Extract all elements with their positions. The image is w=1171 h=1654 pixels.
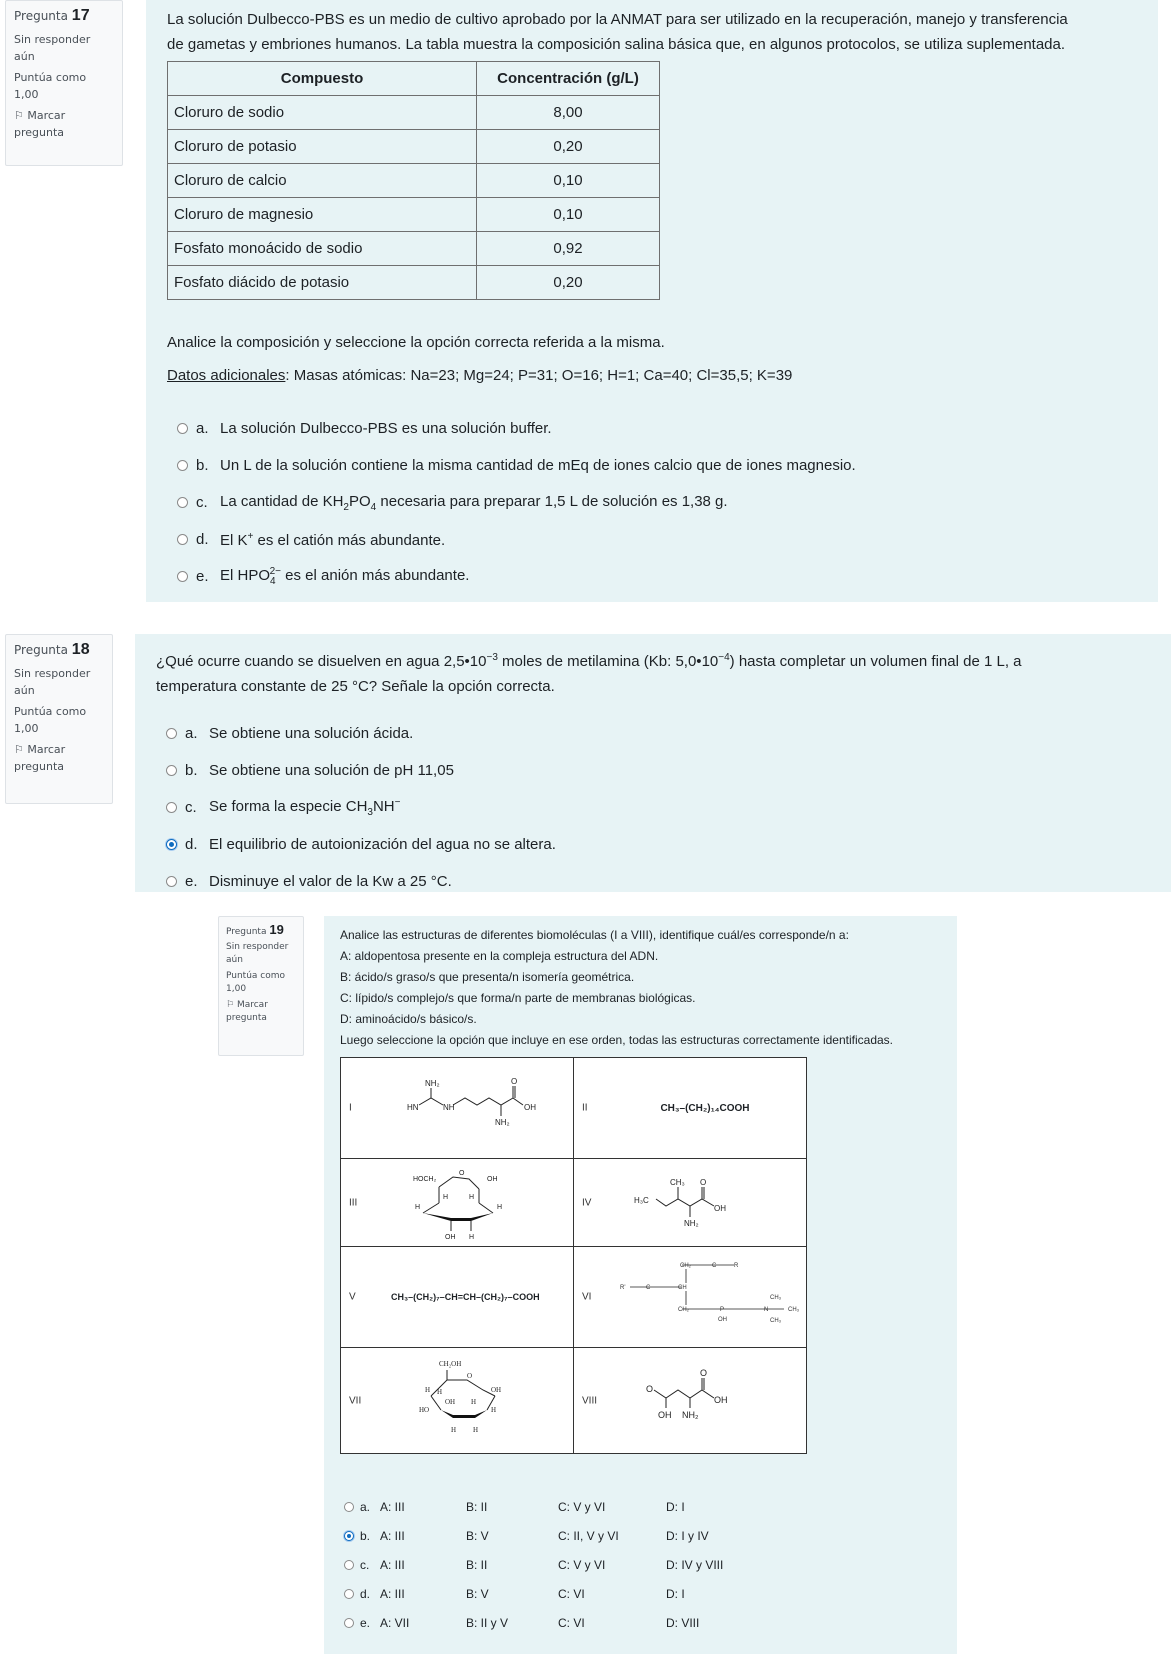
question-text-line-1 bbox=[156, 645, 1171, 674]
answer-letter: d. bbox=[360, 1586, 371, 1601]
radio-button[interactable] bbox=[166, 876, 177, 887]
answer-letter: d. bbox=[185, 836, 198, 853]
svg-text:C: C bbox=[712, 1263, 717, 1269]
structures-row bbox=[341, 1159, 807, 1247]
answer-option-b[interactable] bbox=[344, 1521, 957, 1550]
answer-list bbox=[344, 1492, 957, 1637]
compound-cell: Cloruro de potasio bbox=[168, 130, 477, 164]
answer-part-d: D: I y IV bbox=[666, 1528, 709, 1543]
answer-letter: e. bbox=[185, 873, 198, 890]
answer-text: El equilibrio de autoionización del agua no se altera. bbox=[209, 836, 556, 853]
answer-text: Un L de la solución contiene la misma cantidad de mEq de iones calcio que de iones magnesio. bbox=[220, 457, 856, 474]
answer-letter: c. bbox=[360, 1557, 370, 1572]
answer-text: La solución Dulbecco-PBS es una solución buffer. bbox=[220, 420, 552, 437]
radio-button[interactable] bbox=[177, 534, 188, 545]
svg-text:H₃C: H₃C bbox=[634, 1196, 649, 1205]
structures-row bbox=[341, 1247, 807, 1348]
question-intro-line-2: de gametas y embriones humanos. La tabla muestra la composición salina básica que, en algunos protocolos, se utiliza suplementada. bbox=[167, 36, 1066, 53]
superscript: − bbox=[394, 797, 401, 808]
concentration-cell: 8,00 bbox=[477, 96, 660, 130]
svg-text:N: N bbox=[764, 1307, 769, 1313]
compound-cell: Cloruro de magnesio bbox=[168, 198, 477, 232]
structure-numeral: VIII bbox=[582, 1395, 598, 1406]
answer-part-a: A: III bbox=[380, 1557, 405, 1572]
svg-text:OH: OH bbox=[714, 1204, 726, 1213]
answer-option-d[interactable] bbox=[177, 521, 1158, 558]
structure-cell-vii bbox=[341, 1348, 574, 1454]
svg-text:P: P bbox=[720, 1307, 725, 1313]
isoleucine-structure bbox=[574, 1159, 806, 1241]
radio-button[interactable] bbox=[344, 1502, 354, 1512]
svg-text:NH₂: NH₂ bbox=[425, 1079, 440, 1088]
radio-button[interactable] bbox=[166, 802, 177, 813]
svg-text:C: C bbox=[646, 1285, 651, 1291]
question-status: Sin responder aún bbox=[14, 667, 91, 697]
answer-text bbox=[209, 797, 400, 818]
superscript: + bbox=[247, 530, 254, 542]
svg-text:OH: OH bbox=[491, 1386, 502, 1394]
additional-data bbox=[167, 363, 1158, 388]
answer-option-e[interactable] bbox=[166, 863, 1171, 900]
answer-part-c: C: V y VI bbox=[558, 1557, 606, 1572]
svg-text:CH₃: CH₃ bbox=[670, 1178, 685, 1187]
question-text-line: A: aldopentosa presente en la compleja estructura del ADN. bbox=[340, 949, 659, 963]
text-part: ¿Qué ocurre cuando se disuelven en agua 2,5•10 bbox=[156, 653, 487, 670]
structures-table bbox=[340, 1057, 807, 1454]
answer-text: Disminuye el valor de la Kw a 25 °C. bbox=[209, 873, 452, 890]
question-number bbox=[226, 922, 296, 937]
svg-text:NH₂: NH₂ bbox=[684, 1219, 699, 1228]
svg-text:O: O bbox=[467, 1372, 473, 1380]
subscript: 3 bbox=[367, 807, 373, 818]
structure-cell-iv bbox=[574, 1159, 807, 1247]
svg-text:OH: OH bbox=[445, 1398, 456, 1406]
radio-button[interactable] bbox=[177, 497, 188, 508]
answer-option-b[interactable] bbox=[166, 752, 1171, 789]
answer-part-b: B: V bbox=[466, 1586, 489, 1601]
question-status: Sin responder aún bbox=[226, 942, 289, 965]
superscript: 2− bbox=[269, 566, 281, 577]
flag-icon: ⚐ bbox=[14, 743, 24, 756]
answer-letter: b. bbox=[360, 1528, 371, 1543]
answer-option-a[interactable] bbox=[344, 1492, 957, 1521]
svg-text:CH₃: CH₃ bbox=[770, 1318, 782, 1324]
question-content-17 bbox=[146, 0, 1158, 602]
flag-question-button[interactable] bbox=[14, 107, 114, 141]
question-number-value: 17 bbox=[71, 7, 90, 24]
question-text-line: Luego seleccione la opción que incluye en ese orden, todas las estructuras correctamente identificadas. bbox=[340, 1033, 894, 1047]
question-text bbox=[340, 925, 957, 1051]
svg-text:CH: CH bbox=[678, 1285, 687, 1291]
answer-letter: c. bbox=[196, 494, 208, 511]
answer-letter: e. bbox=[196, 568, 209, 585]
additional-data-label: Datos adicionales bbox=[167, 367, 286, 384]
answer-option-a[interactable] bbox=[177, 410, 1158, 447]
svg-text:H: H bbox=[469, 1194, 475, 1201]
svg-text:H: H bbox=[473, 1426, 479, 1434]
question-text-line: B: ácido/s graso/s que presenta/n isomería geométrica. bbox=[340, 970, 635, 984]
question-prompt: Analice la composición y seleccione la opción correcta referida a la misma. bbox=[167, 334, 665, 351]
answer-letter: b. bbox=[196, 457, 209, 474]
structure-cell-vi bbox=[574, 1247, 807, 1348]
text-part: NH bbox=[372, 798, 395, 815]
question-info-17 bbox=[5, 0, 123, 166]
answer-letter: a. bbox=[185, 725, 198, 742]
svg-text:CH₂: CH₂ bbox=[678, 1307, 689, 1313]
superscript: −4 bbox=[718, 652, 730, 663]
structure-numeral: II bbox=[582, 1102, 588, 1114]
compound-cell: Cloruro de calcio bbox=[168, 164, 477, 198]
additional-data-text: : Masas atómicas: Na=23; Mg=24; P=31; O=16; H=1; Ca=40; Cl=35,5; K=39 bbox=[285, 367, 793, 384]
glucose-structure bbox=[341, 1348, 573, 1448]
table-header-row bbox=[168, 62, 660, 96]
composition-table bbox=[167, 61, 660, 300]
flag-icon: ⚐ bbox=[14, 109, 24, 122]
answer-text: Se obtiene una solución ácida. bbox=[209, 725, 414, 742]
question-text-line: D: aminoácido/s básico/s. bbox=[340, 1012, 477, 1026]
question-grade: Puntúa como 1,00 bbox=[14, 705, 87, 735]
svg-text:CH₂OH: CH₂OH bbox=[439, 1360, 462, 1368]
answer-letter: c. bbox=[185, 799, 197, 816]
concentration-cell: 0,92 bbox=[477, 232, 660, 266]
svg-text:OH: OH bbox=[487, 1176, 498, 1183]
question-text-line-2: temperatura constante de 25 °C? Señale la opción correcta. bbox=[156, 678, 555, 695]
structure-cell-ii bbox=[574, 1058, 807, 1159]
radio-button[interactable] bbox=[344, 1618, 354, 1628]
structure-numeral: IV bbox=[582, 1197, 592, 1208]
svg-text:R': R' bbox=[620, 1285, 626, 1291]
text-part: moles de metilamina (Kb: 5,0•10 bbox=[497, 653, 719, 670]
question-intro-line-1: La solución Dulbecco-PBS es un medio de cultivo aprobado por la ANMAT para ser utilizado en la recuperación, manejo y transferencia bbox=[167, 11, 1068, 28]
answer-letter: e. bbox=[360, 1615, 371, 1630]
svg-text:NH: NH bbox=[443, 1103, 455, 1112]
svg-text:R: R bbox=[734, 1263, 739, 1269]
text-part: es el catión más abundante. bbox=[253, 531, 446, 549]
structure-cell-v bbox=[341, 1247, 574, 1348]
text-part: necesaria para preparar 1,5 L de solución es 1,38 g. bbox=[376, 492, 728, 510]
answer-list bbox=[177, 410, 1158, 595]
svg-text:H: H bbox=[469, 1234, 475, 1241]
svg-text:OH: OH bbox=[445, 1234, 456, 1241]
flag-question-label: Marcar pregunta bbox=[14, 743, 66, 773]
structure-cell-viii bbox=[574, 1348, 807, 1454]
structure-numeral: VII bbox=[349, 1395, 362, 1406]
table-row bbox=[168, 198, 660, 232]
text-part: El K bbox=[220, 531, 248, 549]
answer-option-c[interactable] bbox=[166, 789, 1171, 826]
svg-text:H: H bbox=[415, 1204, 421, 1211]
phosphatidylcholine-structure bbox=[574, 1247, 806, 1342]
text-part: La cantidad de KH bbox=[220, 492, 344, 510]
flag-question-label: Marcar pregunta bbox=[226, 1000, 268, 1023]
question-number bbox=[14, 7, 114, 25]
radio-button-selected[interactable] bbox=[166, 839, 177, 850]
radio-button[interactable] bbox=[344, 1589, 354, 1599]
concentration-cell: 0,20 bbox=[477, 266, 660, 300]
answer-part-c: C: VI bbox=[558, 1615, 585, 1630]
answer-letter: a. bbox=[360, 1499, 371, 1514]
question-content-18 bbox=[135, 634, 1171, 892]
answer-option-a[interactable] bbox=[166, 715, 1171, 752]
answer-option-d[interactable] bbox=[166, 826, 1171, 863]
svg-text:NH₂: NH₂ bbox=[682, 1410, 699, 1420]
radio-button[interactable] bbox=[177, 460, 188, 471]
svg-text:NH₂: NH₂ bbox=[495, 1118, 510, 1127]
radio-button-selected[interactable] bbox=[344, 1531, 354, 1541]
answer-text bbox=[220, 566, 469, 587]
answer-part-d: D: VIII bbox=[666, 1615, 700, 1630]
radio-button[interactable] bbox=[177, 423, 188, 434]
table-row bbox=[168, 130, 660, 164]
svg-text:H: H bbox=[471, 1398, 477, 1406]
svg-text:H: H bbox=[491, 1406, 497, 1414]
answer-option-b[interactable] bbox=[177, 447, 1158, 484]
subscript: 4 bbox=[370, 501, 377, 513]
answer-part-d: D: IV y VIII bbox=[666, 1557, 724, 1572]
text-part: es el anión más abundante. bbox=[280, 567, 470, 584]
question-content-19 bbox=[324, 916, 957, 1654]
structure-numeral: III bbox=[349, 1197, 358, 1208]
answer-option-c[interactable] bbox=[177, 484, 1158, 521]
answer-part-b: B: II bbox=[466, 1557, 488, 1572]
question-label: Pregunta bbox=[14, 643, 68, 657]
answer-text bbox=[220, 493, 728, 513]
compound-cell: Fosfato diácido de potasio bbox=[168, 266, 477, 300]
radio-button[interactable] bbox=[344, 1560, 354, 1570]
concentration-cell: 0,10 bbox=[477, 164, 660, 198]
text-part: El HPO bbox=[220, 567, 271, 584]
svg-text:OH: OH bbox=[714, 1395, 728, 1405]
svg-text:OH: OH bbox=[718, 1317, 727, 1323]
question-text-line: C: lípido/s complejo/s que forma/n parte de membranas biológicas. bbox=[340, 991, 696, 1005]
svg-text:H: H bbox=[425, 1386, 431, 1394]
answer-text: Se obtiene una solución de pH 11,05 bbox=[209, 762, 454, 779]
svg-text:H: H bbox=[451, 1426, 457, 1434]
table-row bbox=[168, 164, 660, 198]
subscript: 2 bbox=[343, 501, 349, 513]
svg-text:HO: HO bbox=[419, 1406, 430, 1414]
flag-icon: ⚐ bbox=[226, 1000, 235, 1010]
table-row bbox=[168, 232, 660, 266]
compound-cell: Cloruro de sodio bbox=[168, 96, 477, 130]
svg-text:O: O bbox=[459, 1170, 465, 1177]
text-part: ) hasta completar un volumen final de 1 L, a bbox=[729, 653, 1022, 670]
answer-part-a: A: III bbox=[380, 1586, 405, 1601]
answer-letter: d. bbox=[196, 531, 209, 548]
answer-part-c: C: V y VI bbox=[558, 1499, 606, 1514]
answer-part-a: A: III bbox=[380, 1499, 405, 1514]
svg-text:CH₂: CH₂ bbox=[680, 1263, 691, 1269]
answer-letter: a. bbox=[196, 420, 209, 437]
question-label: Pregunta bbox=[14, 9, 68, 23]
answer-part-a: A: VII bbox=[380, 1615, 410, 1630]
concentration-cell: 0,10 bbox=[477, 198, 660, 232]
structure-numeral: I bbox=[349, 1102, 352, 1114]
answer-part-a: A: III bbox=[380, 1528, 405, 1543]
svg-text:H: H bbox=[437, 1388, 443, 1396]
table-row bbox=[168, 96, 660, 130]
structures-row bbox=[341, 1058, 807, 1159]
structures-row bbox=[341, 1348, 807, 1454]
answer-part-b: B: II bbox=[466, 1499, 488, 1514]
answer-part-d: D: I bbox=[666, 1499, 685, 1514]
subscript: 4 bbox=[270, 576, 276, 587]
text-part: Se forma la especie CH bbox=[209, 798, 368, 815]
question-status: Sin responder aún bbox=[14, 33, 91, 63]
svg-text:H: H bbox=[443, 1194, 449, 1201]
svg-text:H: H bbox=[497, 1204, 503, 1211]
radio-button[interactable] bbox=[166, 728, 177, 739]
svg-text:CH₃: CH₃ bbox=[788, 1307, 800, 1313]
svg-text:O: O bbox=[646, 1384, 654, 1394]
oleic-acid-formula: CH₃–(CH₂)₇–CH=CH–(CH₂)₇–COOH bbox=[391, 1292, 540, 1302]
question-text-line: Analice las estructuras de diferentes biomoléculas (I a VIII), identifique cuál/es corresponde/n a: bbox=[340, 928, 849, 942]
structure-cell-i bbox=[341, 1058, 574, 1159]
radio-button[interactable] bbox=[177, 571, 188, 582]
structure-numeral: VI bbox=[582, 1291, 592, 1303]
svg-text:OH: OH bbox=[524, 1103, 536, 1112]
question-grade: Puntúa como 1,00 bbox=[226, 971, 286, 994]
column-header-concentration: Concentración (g/L) bbox=[477, 62, 660, 96]
structure-cell-iii bbox=[341, 1159, 574, 1247]
answer-part-c: C: VI bbox=[558, 1586, 585, 1601]
compound-cell: Fosfato monoácido de sodio bbox=[168, 232, 477, 266]
column-header-compound: Compuesto bbox=[168, 62, 477, 96]
deoxyribose-structure bbox=[341, 1159, 573, 1241]
text-part: PO bbox=[348, 492, 371, 510]
question-number bbox=[14, 641, 104, 659]
answer-part-c: C: II, V y VI bbox=[558, 1528, 619, 1543]
svg-text:CH₃: CH₃ bbox=[770, 1295, 782, 1301]
answer-part-b: B: V bbox=[466, 1528, 489, 1543]
flag-question-label: Marcar pregunta bbox=[14, 109, 66, 139]
radio-button[interactable] bbox=[166, 765, 177, 776]
question-text bbox=[167, 7, 1158, 57]
svg-text:HN: HN bbox=[407, 1103, 419, 1112]
answer-part-d: D: I bbox=[666, 1586, 685, 1601]
answer-text bbox=[220, 531, 445, 549]
glutamic-acid-structure bbox=[574, 1348, 806, 1448]
svg-text:HOCH₂: HOCH₂ bbox=[413, 1176, 437, 1183]
question-info-19 bbox=[218, 916, 304, 1056]
table-row bbox=[168, 266, 660, 300]
structure-numeral: V bbox=[349, 1291, 356, 1303]
flag-question-button[interactable] bbox=[14, 741, 104, 775]
question-number-value: 19 bbox=[269, 922, 284, 937]
svg-text:O: O bbox=[700, 1178, 707, 1187]
answer-letter: b. bbox=[185, 762, 198, 779]
svg-text:O: O bbox=[511, 1077, 518, 1086]
question-grade: Puntúa como 1,00 bbox=[14, 71, 87, 101]
answer-list bbox=[166, 715, 1171, 900]
question-info-18 bbox=[5, 634, 113, 804]
superscript: −3 bbox=[486, 652, 498, 663]
arginine-structure bbox=[341, 1058, 573, 1153]
answer-part-b: B: II y V bbox=[466, 1615, 509, 1630]
question-label: Pregunta bbox=[226, 927, 267, 937]
answer-option-e[interactable] bbox=[177, 558, 1158, 595]
svg-text:O: O bbox=[700, 1368, 708, 1378]
palmitic-acid-formula: CH₃–(CH₂)₁₄COOH bbox=[660, 1102, 750, 1114]
question-text bbox=[156, 645, 1171, 699]
flag-question-button[interactable] bbox=[226, 999, 296, 1025]
answer-option-d[interactable] bbox=[344, 1579, 957, 1608]
answer-option-c[interactable] bbox=[344, 1550, 957, 1579]
svg-text:OH: OH bbox=[658, 1410, 672, 1420]
answer-option-e[interactable] bbox=[344, 1608, 957, 1637]
question-number-value: 18 bbox=[71, 641, 90, 658]
concentration-cell: 0,20 bbox=[477, 130, 660, 164]
